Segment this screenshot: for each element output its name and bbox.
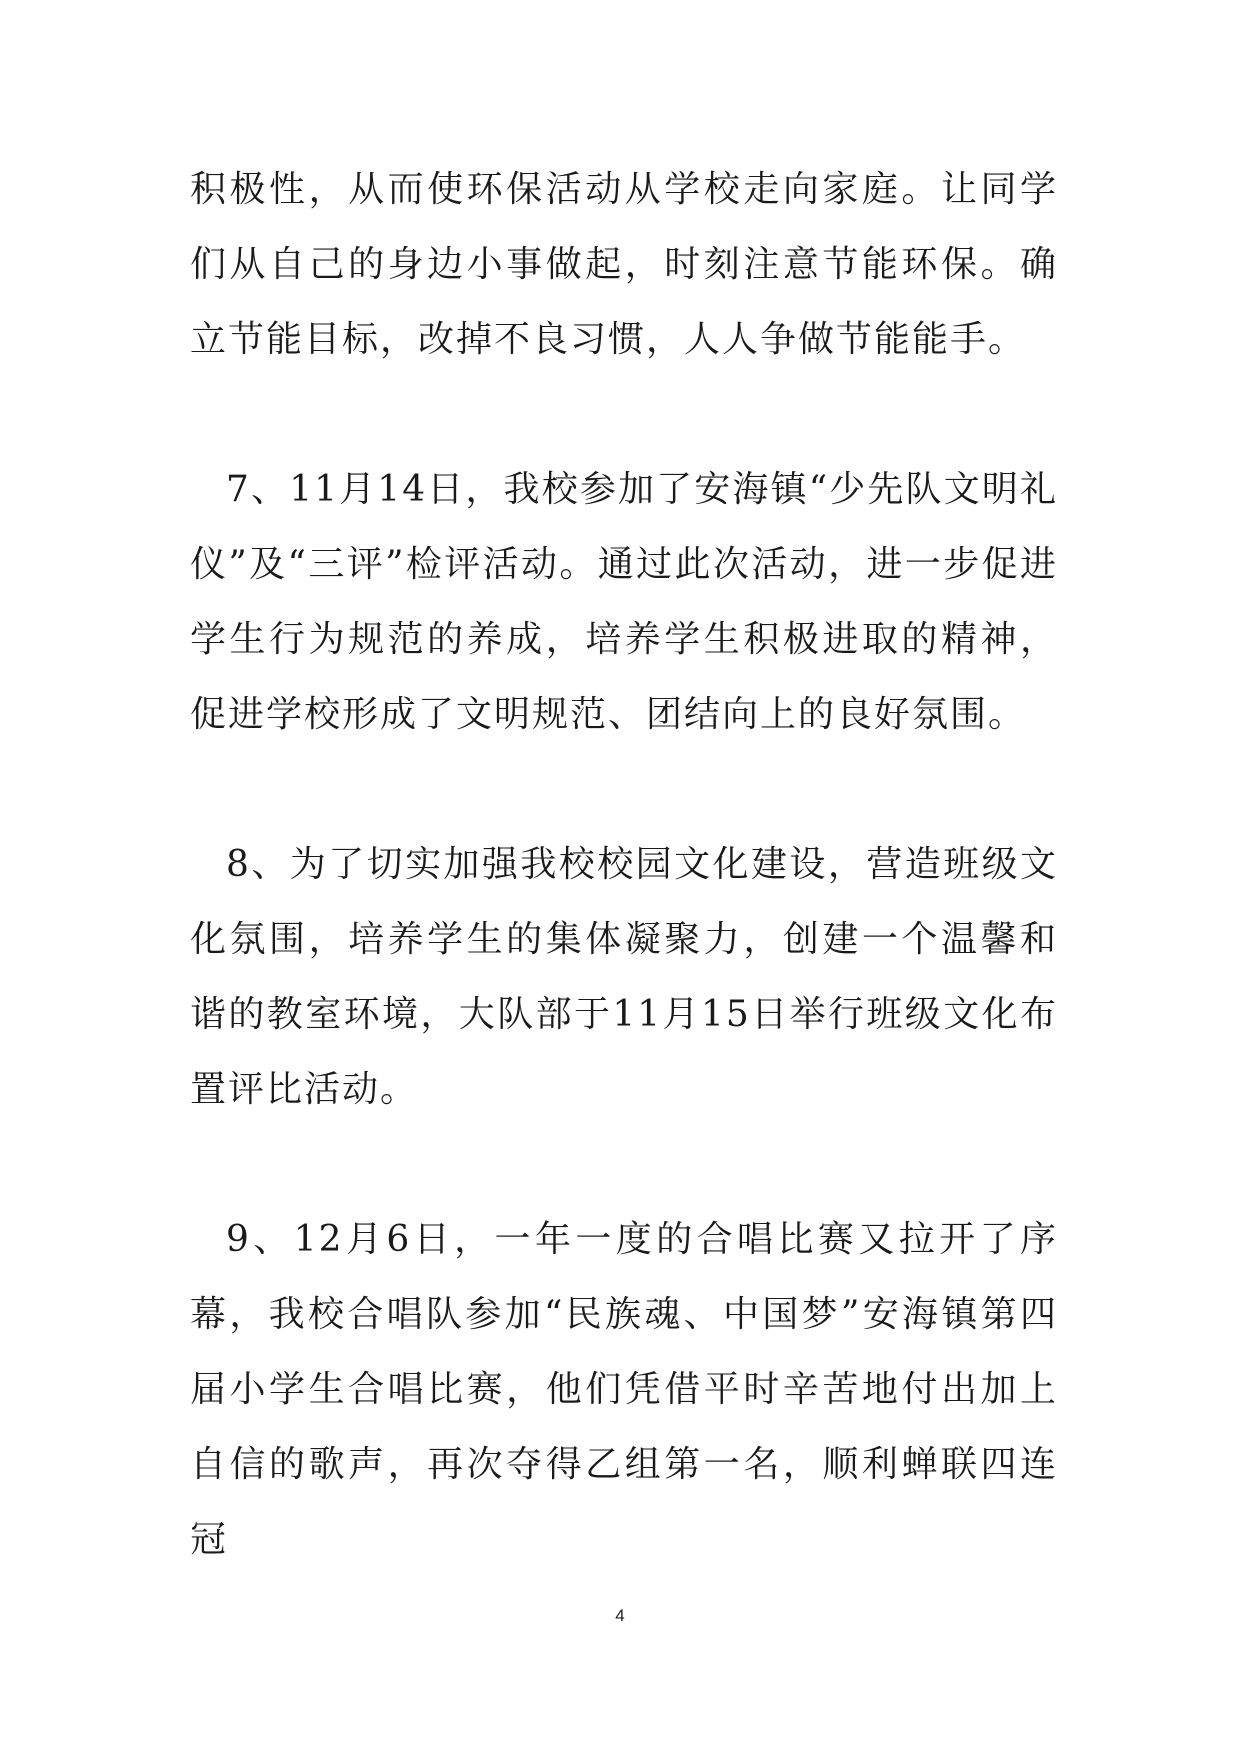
paragraph-continuation: 积极性，从而使环保活动从学校走向家庭。让同学们从自己的身边小事做起，时刻注意节能环保。确立节能目标，改掉不良习惯，人人争做节能能手。 <box>190 169 1058 360</box>
document-body <box>190 152 1058 1577</box>
paragraph-item-7: 7、11月14日，我校参加了安海镇“少先队文明礼仪”及“三评”检评活动。通过此次活动，进一步促进学生行为规范的养成，培养学生积极进取的精神，促进学校形成了文明规范、团结向上的良好氛围。 <box>190 469 1058 735</box>
paragraph-item-8: 8、为了切实加强我校校园文化建设，营造班级文化氛围，培养学生的集体凝聚力，创建一个温馨和谐的教室环境，大队部于11月15日举行班级文化布置评比活动。 <box>190 844 1058 1110</box>
paragraph-item-9: 9、12月6日，一年一度的合唱比赛又拉开了序幕，我校合唱队参加“民族魂、中国梦”安海镇第四届小学生合唱比赛，他们凭借平时辛苦地付出加上自信的歌声，再次夺得乙组第一名，顺利蝉联四连冠 <box>190 1219 1058 1560</box>
page-number: 4 <box>615 1606 625 1625</box>
